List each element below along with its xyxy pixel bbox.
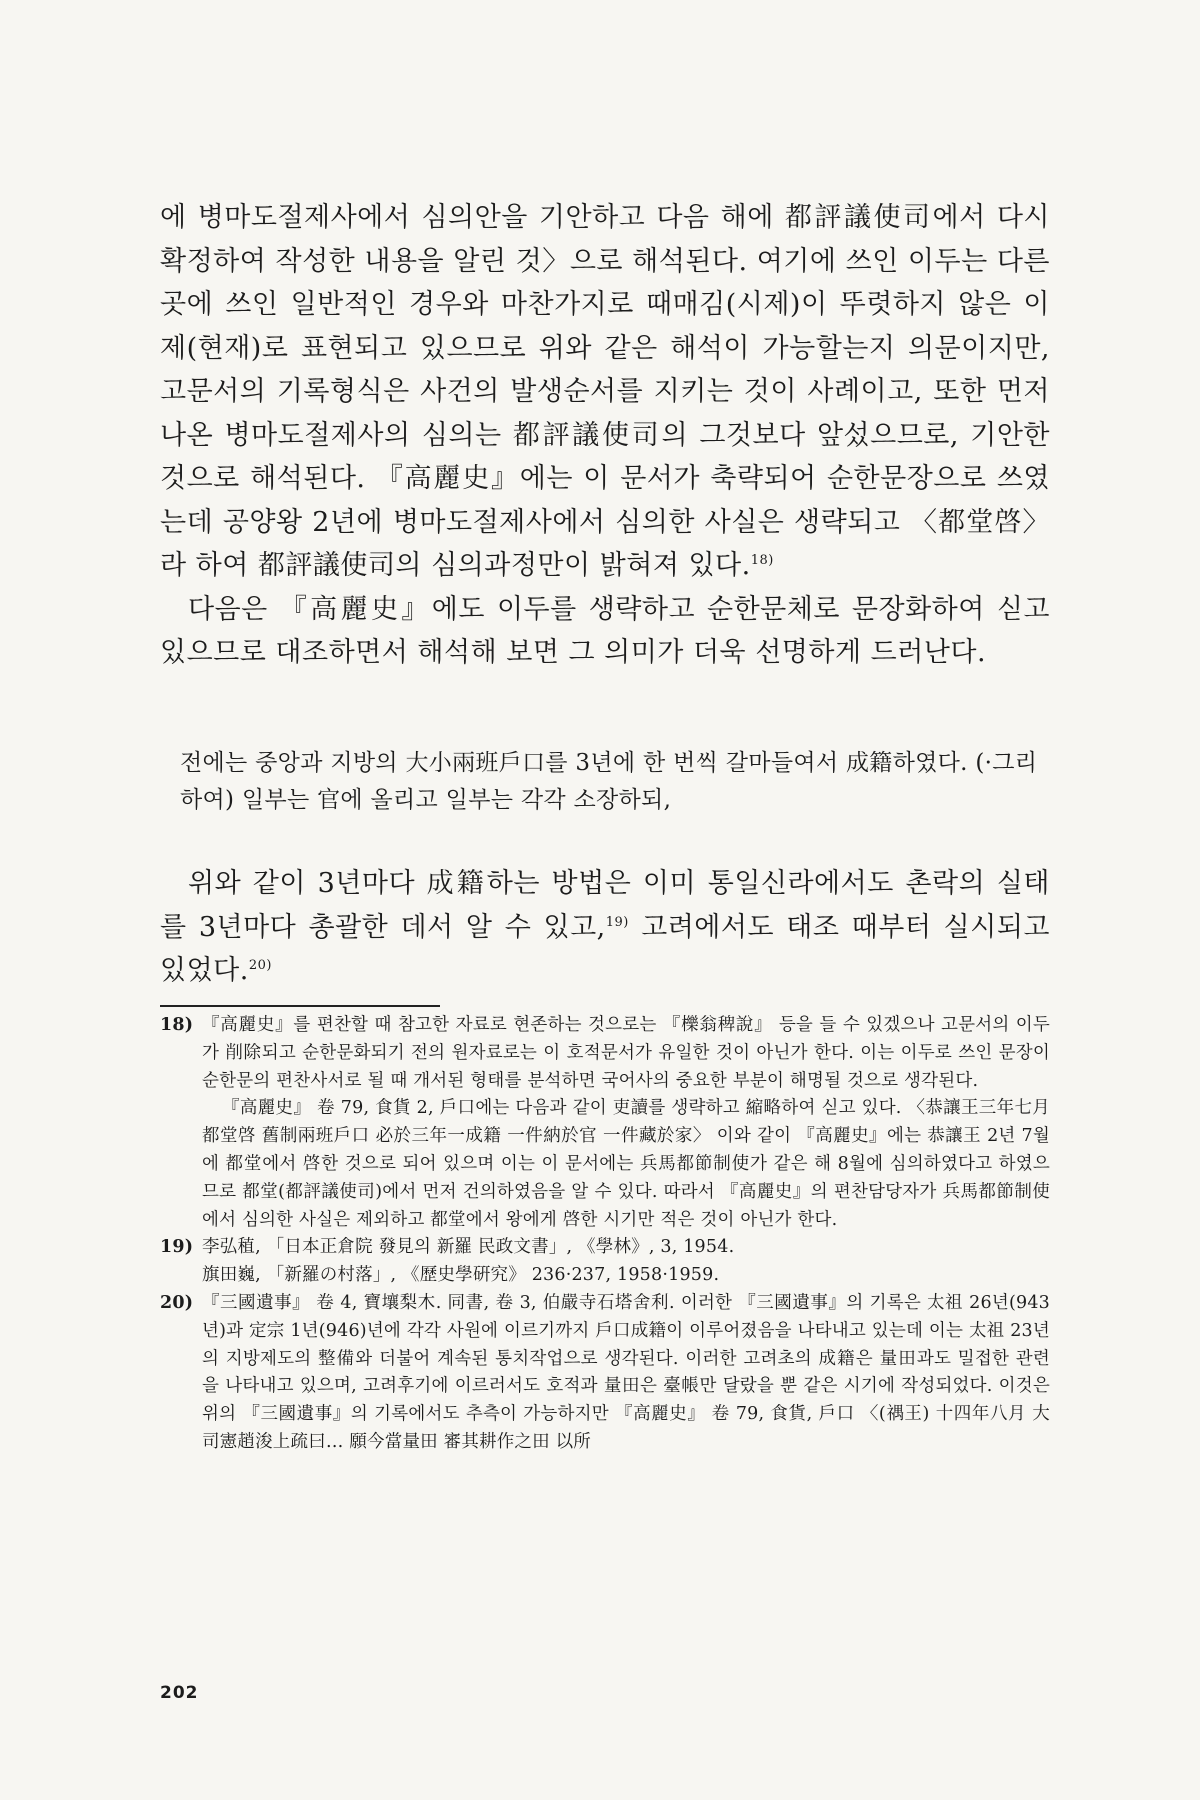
footnote-19 — [160, 1234, 1050, 1290]
footnote-number: 20) — [160, 1292, 194, 1313]
body-paragraph-1-text: 에 병마도절제사에서 심의안을 기안하고 다음 해에 都評議使司에서 다시 확정하여 작성한 내용을 알린 것〉으로 해석된다. 여기에 쓰인 이두는 다른 곳에 쓰인 일반적인 경우와 마찬가지로 때매김(시제)이 뚜렷하지 않은 이제(현재)로 표현되고 있으므로 위와 같은 해석이 가능할는지 의문이지만, 고문서의 기록형식은 사건의 발생순서를 지키는 것이 사례이고, 또한 먼저 나온 병마도절제사의 심의는 都評議使司의 그것보다 앞섰으므로, 기안한 것으로 해석된다. 『高麗史』에는 이 문서가 축략되어 순한문장으로 쓰였는데 공양왕 2년에 병마도절제사에서 심의한 사실은 생략되고 〈都堂啓〉라 하여 都評議使司의 심의과정만이 밝혀져 있다. — [160, 202, 1050, 581]
footnote-paragraph: 李弘稙, 「日本正倉院 發見의 新羅 民政文書」, 《學林》, 3, 1954. — [202, 1237, 735, 1258]
footnote-20 — [160, 1290, 1050, 1457]
block-quote — [180, 745, 1045, 819]
footnote-ref-18: 18) — [750, 553, 774, 568]
main-text-block-2 — [160, 862, 1050, 993]
footnote-body — [202, 1290, 1050, 1457]
footnote-number: 19) — [160, 1237, 194, 1258]
page-number: 202 — [160, 1683, 199, 1703]
body-paragraph-1 — [160, 196, 1050, 588]
footnote-paragraph: 『高麗史』를 편찬할 때 참고한 자료로 현존하는 것으로는 『櫟翁稗說』 등을 들 수 있겠으나 고문서의 이두가 削除되고 순한문화되기 전의 원자료로는 이 호적문서가 유일한 것이 아닌가 한다. 이는 이두로 쓰인 문장이 순한문의 편찬사서로 될 때 개서된 형태를 분석하면 국어사의 중요한 부분이 해명될 것으로 생각된다. — [202, 1015, 1050, 1091]
body-paragraph-3-part-b: 고려에서도 태조 때부터 실시되고 있었다. — [160, 911, 1050, 986]
footnote-body — [202, 1012, 1050, 1234]
footnote-paragraph: 『高麗史』 卷 79, 食貨 2, 戶口에는 다음과 같이 吏讀를 생략하고 縮略하여 싣고 있다. 〈恭讓王三年七月 都堂啓 舊制兩班戶口 必於三年一成籍 一件納於官 一件藏於家〉 이와 같이 『高麗史』에는 恭讓王 2년 7월에 都堂에서 啓한 것으로 되어 있으며 이는 이 문서에는 兵馬都節制使가 같은 해 8월에 심의하였다고 하였으므로 都堂(都評議使司)에서 먼저 건의하였음을 알 수 있다. 따라서 『高麗史』의 편찬담당자가 兵馬都節制使에서 심의한 사실은 제외하고 都堂에서 왕에게 啓한 시기만 적은 것이 아닌가 한다. — [202, 1098, 1050, 1230]
footnote-body — [202, 1234, 1050, 1290]
footnote-ref-19: 19) — [605, 914, 629, 930]
body-paragraph-2: 다음은 『高麗史』에도 이두를 생략하고 순한문체로 문장화하여 싣고 있으므로 대조하면서 해석해 보면 그 의미가 더욱 선명하게 드러난다. — [160, 593, 1050, 668]
body-paragraph-3-part-a: 위와 같이 3년마다 成籍하는 방법은 이미 통일신라에서도 촌락의 실태를 3년마다 총괄한 데서 알 수 있고, — [160, 868, 1050, 943]
footnote-divider — [160, 1005, 440, 1007]
footnote-paragraph: 『三國遺事』 卷 4, 寶壤梨木. 同書, 卷 3, 伯嚴寺石塔舍利. 이러한 『三國遺事』의 기록은 太祖 26년(943년)과 定宗 1년(946)년에 각각 사원에 이르기까지 戶口成籍이 이루어졌음을 나타내고 있는데 이는 太祖 23년의 지방제도의 整備와 더불어 계속된 통치작업으로 생각된다. 이러한 고려초의 成籍은 量田과도 밀접한 관련을 나타내고 있으며, 고려후기에 이르러서도 호적과 量田은 臺帳만 달랐을 뿐 같은 시기에 작성되었다. 이것은 위의 『三國遺事』의 기록에서도 추측이 가능하지만 『高麗史』 卷 79, 食貨, 戶口 〈(禑王) 十四年八月 大司憲趙浚上疏曰… 願今當量田 審其耕作之田 以所 — [202, 1292, 1050, 1452]
main-text-block — [160, 196, 1050, 675]
footnote-number: 18) — [160, 1015, 194, 1035]
footnote-ref-20: 20) — [248, 958, 272, 973]
footnote-18 — [160, 1012, 1050, 1234]
block-quote-text: 전에는 중앙과 지방의 大小兩班戶口를 3년에 한 번씩 갈마들여서 成籍하였다. (·그리하여) 일부는 官에 올리고 일부는 각각 소장하되, — [180, 750, 1038, 813]
footnote-paragraph: 旗田巍, 「新羅の村落」, 《歷史學硏究》 236·237, 1958·1959. — [202, 1265, 720, 1286]
body-paragraph-3 — [160, 862, 1050, 993]
footnotes — [160, 1012, 1050, 1457]
